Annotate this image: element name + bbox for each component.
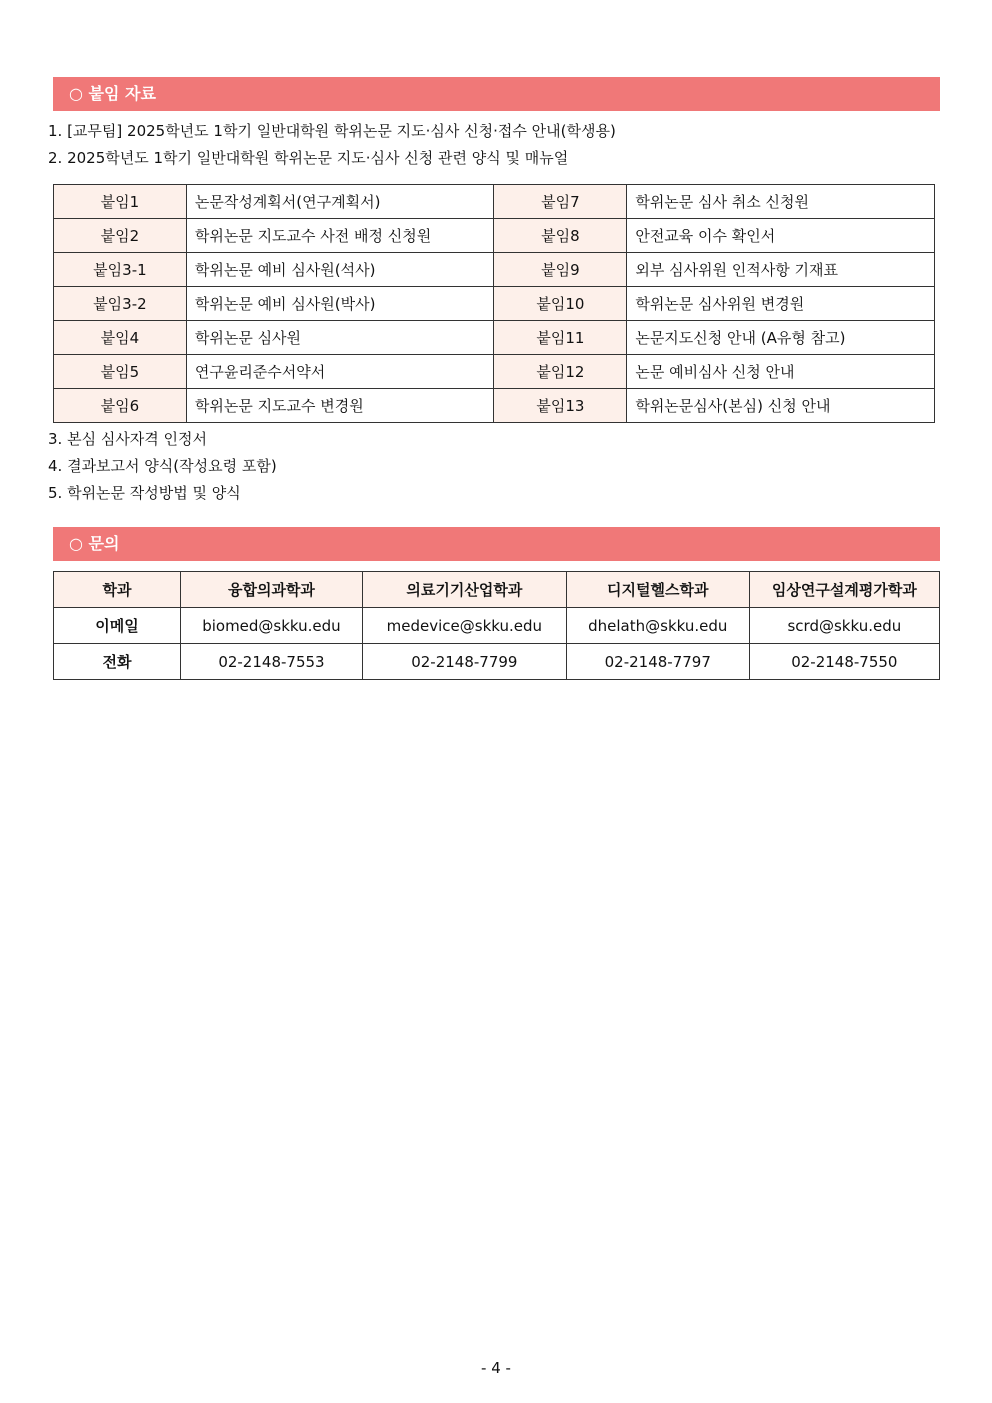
email-cell: medevice@skku.edu — [362, 608, 566, 644]
table-row — [54, 608, 940, 644]
attachments-section-header: ○ 붙임 자료 — [53, 77, 940, 111]
attachment-title: 학위논문 심사 취소 신청원 — [627, 185, 935, 219]
contact-table — [53, 571, 940, 680]
attachment-title: 안전교육 이수 확인서 — [627, 219, 935, 253]
attachment-title: 학위논문심사(본심) 신청 안내 — [627, 389, 935, 423]
attachment-title: 외부 심사위원 인적사항 기재표 — [627, 253, 935, 287]
attachment-label: 붙임10 — [494, 287, 627, 321]
attachment-title: 학위논문 심사원 — [186, 321, 494, 355]
attachment-label: 붙임4 — [54, 321, 187, 355]
email-cell: scrd@skku.edu — [749, 608, 939, 644]
attachment-label: 붙임11 — [494, 321, 627, 355]
table-row — [54, 321, 935, 355]
row-header: 이메일 — [54, 608, 181, 644]
attachment-label: 붙임7 — [494, 185, 627, 219]
attachment-item-2: 2. 2025학년도 1학기 일반대학원 학위논문 지도·심사 신청 관련 양식 및 매뉴얼 — [48, 149, 569, 167]
table-row — [54, 253, 935, 287]
attachment-label: 붙임8 — [494, 219, 627, 253]
attachment-item-4: 4. 결과보고서 양식(작성요령 포함) — [48, 457, 277, 475]
table-row — [54, 287, 935, 321]
attachment-title: 학위논문 심사위원 변경원 — [627, 287, 935, 321]
attachment-item-1: 1. [교무팀] 2025학년도 1학기 일반대학원 학위논문 지도·심사 신청·접수 안내(학생용) — [48, 122, 616, 140]
column-header: 디지털헬스학과 — [566, 572, 749, 608]
table-row — [54, 185, 935, 219]
attachment-title: 논문작성계획서(연구계획서) — [186, 185, 494, 219]
attachment-title: 논문 예비심사 신청 안내 — [627, 355, 935, 389]
column-header: 학과 — [54, 572, 181, 608]
table-row — [54, 644, 940, 680]
phone-cell: 02-2148-7797 — [566, 644, 749, 680]
attachment-label: 붙임5 — [54, 355, 187, 389]
phone-cell: 02-2148-7550 — [749, 644, 939, 680]
contact-section-header: ○ 문의 — [53, 527, 940, 561]
attachment-item-3: 3. 본심 심사자격 인정서 — [48, 430, 208, 448]
attachment-title: 학위논문 예비 심사원(석사) — [186, 253, 494, 287]
attachment-title: 연구윤리준수서약서 — [186, 355, 494, 389]
column-header: 융합의과학과 — [181, 572, 363, 608]
attachment-label: 붙임12 — [494, 355, 627, 389]
attachment-label: 붙임1 — [54, 185, 187, 219]
attachment-title: 학위논문 지도교수 사전 배정 신청원 — [186, 219, 494, 253]
attachment-label: 붙임3-1 — [54, 253, 187, 287]
row-header: 전화 — [54, 644, 181, 680]
table-row — [54, 389, 935, 423]
column-header: 임상연구설계평가학과 — [749, 572, 939, 608]
attachment-item-5: 5. 학위논문 작성방법 및 양식 — [48, 484, 241, 502]
attachment-label: 붙임6 — [54, 389, 187, 423]
phone-cell: 02-2148-7553 — [181, 644, 363, 680]
attachment-label: 붙임3-2 — [54, 287, 187, 321]
column-header: 의료기기산업학과 — [362, 572, 566, 608]
attachment-title: 학위논문 예비 심사원(박사) — [186, 287, 494, 321]
attachment-title: 학위논문 지도교수 변경원 — [186, 389, 494, 423]
table-row — [54, 219, 935, 253]
phone-cell: 02-2148-7799 — [362, 644, 566, 680]
page-number: - 4 - — [481, 1359, 511, 1377]
table-row — [54, 355, 935, 389]
email-cell: dhelath@skku.edu — [566, 608, 749, 644]
attachment-label: 붙임9 — [494, 253, 627, 287]
attachment-title: 논문지도신청 안내 (A유형 참고) — [627, 321, 935, 355]
attachment-label: 붙임13 — [494, 389, 627, 423]
attachment-label: 붙임2 — [54, 219, 187, 253]
email-cell: biomed@skku.edu — [181, 608, 363, 644]
table-header-row — [54, 572, 940, 608]
attachments-table — [53, 184, 935, 423]
